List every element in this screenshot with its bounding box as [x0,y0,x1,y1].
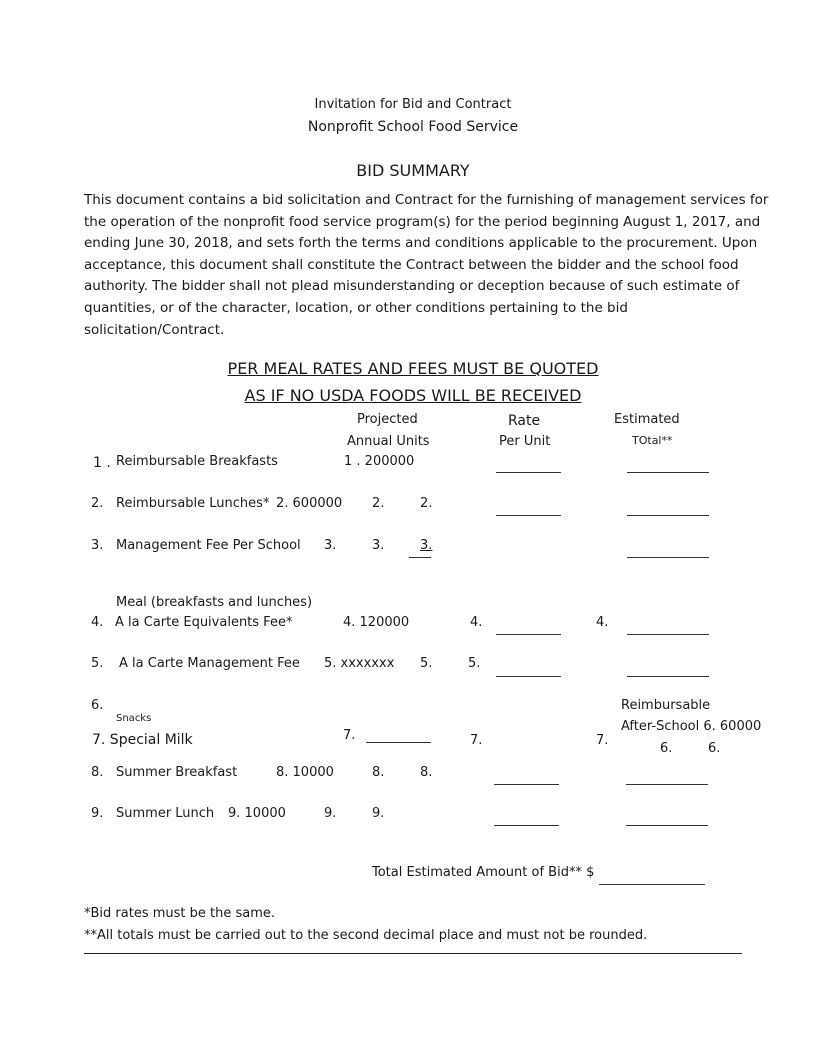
intro-line: This document contains a bid solicitation and Contract for the furnishing of management services for [84,192,769,208]
intro-line: authority. The bidder shall not plead misunderstanding or deception because of such estimate of [84,278,740,295]
row3-total-blank[interactable] [627,557,709,558]
intro-line: solicitation/Contract. [84,321,225,338]
row6-reimbursable-label: Reimbursable [621,698,711,713]
col-estimated: Estimated [614,412,680,427]
row9-marker: 9. [324,806,337,821]
row5-units: 5. xxxxxxx [324,656,395,671]
row6-marker: 6. [660,741,673,756]
doc-heading-line1: Invitation for Bid and Contract [314,97,512,112]
row8-number: 8. [91,765,104,780]
row5-rate-blank[interactable] [496,676,561,677]
doc-heading-line2: Nonprofit School Food Service [307,119,519,135]
intro-line: acceptance, this document shall constitute the Contract between the bidder and the school food [84,256,739,273]
row5-marker: 5. [468,656,481,671]
intro-line: the operation of the nonprofit food service program(s) for the period beginning August 1, 2017, and [84,213,761,230]
row3-units-blank[interactable] [409,557,431,558]
total-amount-blank[interactable] [599,884,705,885]
footnote-2: **All totals must be carried out to the second decimal place and must not be rounded. [84,928,648,943]
row3-marker: 3. [324,538,337,553]
intro-paragraph [84,190,769,341]
row4-units: 4. 120000 [343,615,410,630]
row7-label: 7. Special Milk [92,732,193,748]
intro-line: quantities, or of the character, location, or other conditions pertaining to the bid [84,299,628,316]
intro-line: ending June 30, 2018, and sets forth the terms and conditions applicable to the procurement. Upon [84,235,758,252]
row9-marker: 9. [372,806,385,821]
col-total: TOtal** [632,434,673,447]
row9-rate-blank[interactable] [494,825,559,826]
row4-total-blank[interactable] [627,634,709,635]
row8-label: Summer Breakfast [116,765,238,780]
row6-snacks-label: Snacks [116,713,152,724]
row4-marker: 4. [596,615,609,630]
row2-marker: 2. [420,496,433,511]
notice-line1: PER MEAL RATES AND FEES MUST BE QUOTED [227,359,599,378]
row2-total-blank[interactable] [627,515,709,516]
row5-total-blank[interactable] [627,676,709,677]
row3-label: Management Fee Per School [116,538,301,553]
row8-marker: 8. [372,765,385,780]
col-projected: Projected [357,412,418,427]
row4-number: 4. [91,615,104,630]
row1-label: Reimbursable Breakfasts [116,454,278,469]
total-label: Total Estimated Amount of Bid** $ [372,865,595,880]
row2-rate-blank[interactable] [496,515,561,516]
row8-units: 8. 10000 [276,765,334,780]
row9-units: 9. 10000 [228,806,286,821]
row8-marker: 8. [420,765,433,780]
row5-label: A la Carte Management Fee [119,656,300,671]
row1-units: 1 . 200000 [344,454,415,469]
row3-marker: 3. [420,538,433,553]
row9-label: Summer Lunch [116,806,215,821]
row4-label: A la Carte Equivalents Fee* [115,615,293,630]
row8-rate-blank[interactable] [494,784,559,785]
row5-marker: 5. [420,656,433,671]
notice-line2: AS IF NO USDA FOODS WILL BE RECEIVED [244,386,582,405]
row4-rate-blank[interactable] [496,634,561,635]
col-rate: Rate [508,413,541,429]
row2-label: Reimbursable Lunches* [116,496,270,511]
row9-total-blank[interactable] [626,825,708,826]
row1-number: 1 . [93,455,111,471]
row1-total-blank[interactable] [627,472,709,473]
row2-units: 2. 600000 [276,496,343,511]
row2-marker: 2. [372,496,385,511]
col-annual-units: Annual Units [347,434,430,449]
row7-units-blank[interactable] [366,742,431,743]
footnote-1: *Bid rates must be the same. [84,906,276,921]
row5-number: 5. [91,656,104,671]
row8-total-blank[interactable] [626,784,708,785]
col-per-unit: Per Unit [499,434,551,449]
row7-marker: 7. [596,733,609,748]
bottom-rule [84,953,742,954]
row3-marker: 3. [372,538,385,553]
row4-prefix: Meal (breakfasts and lunches) [116,595,313,610]
row7-units: 7. [343,728,356,743]
row4-marker: 4. [470,615,483,630]
row3-number: 3. [91,538,104,553]
row9-number: 9. [91,806,104,821]
row7-marker: 7. [470,733,483,748]
row6-after-school: After-School 6. 60000 [621,719,762,734]
page-title: BID SUMMARY [356,161,470,180]
row1-rate-blank[interactable] [496,472,561,473]
row6-marker: 6. [708,741,721,756]
row2-number: 2. [91,496,104,511]
row6-number: 6. [91,698,104,713]
